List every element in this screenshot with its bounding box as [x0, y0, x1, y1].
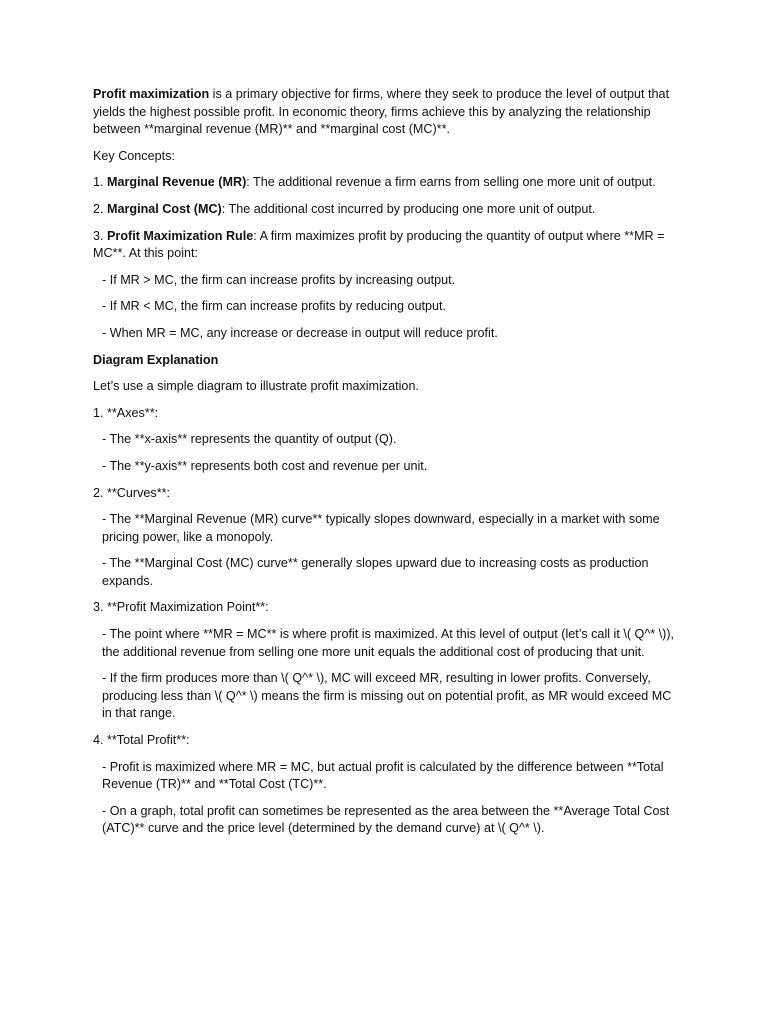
concept-number: 3.: [93, 228, 108, 243]
section-point: - On a graph, total profit can sometimes be represented as the area between the **Average Total Cost (ATC)** curve and the price level (determined by the demand curve) at \( Q^* \).: [102, 803, 670, 836]
concept-text: : The additional cost incurred by producing one more unit of output.: [221, 201, 596, 216]
section-title: 1. **Axes**:: [93, 405, 159, 420]
concept-text: : A firm maximizes profit by producing the quantity of output where **MR = MC**. At this point:: [93, 228, 665, 261]
concept-number: 1.: [93, 175, 108, 190]
section-title: 2. **Curves**:: [93, 485, 170, 500]
diagram-heading-text: Diagram Explanation: [93, 352, 219, 367]
section-point: - The **y-axis** represents both cost and revenue per unit.: [102, 458, 428, 473]
intro-paragraph: [93, 86, 683, 139]
rule-point: - If MR > MC, the firm can increase profits by increasing output.: [102, 272, 456, 287]
section-title: 4. **Total Profit**:: [93, 733, 190, 748]
concept-term: Profit Maximization Rule: [107, 228, 254, 243]
section-point: - Profit is maximized where MR = MC, but actual profit is calculated by the difference between **Total Revenue (TR)** and **Total Cost (TC)**.: [102, 759, 664, 792]
rule-point: - When MR = MC, any increase or decrease in output will reduce profit.: [102, 325, 498, 340]
concept-number: 2.: [93, 201, 108, 216]
diagram-heading: [93, 352, 683, 370]
concept-item: [93, 201, 683, 219]
section-point: - The point where **MR = MC** is where profit is maximized. At this level of output (let’s call it \( Q^* \)), the additional revenue from selling one more unit equals the additional cost of producing that unit.: [102, 627, 675, 659]
intro-term: Profit maximization: [93, 87, 210, 101]
intro-text: is a primary objective for firms, where they seek to produce the level of output that yields the highest possible profit. In economic theory, firms achieve this by analyzing the relationship between **marginal revenue (MR)** and **marginal cost (MC)**.: [93, 87, 670, 137]
section-point: - If the firm produces more than \( Q^* \), MC will exceed MR, resulting in lower profits. Conversely, producing less than \( Q^* \) means the firm is missing out on potential profit, as MR would exceed MC in that range.: [102, 671, 672, 721]
diagram-intro: Let’s use a simple diagram to illustrate profit maximization.: [93, 379, 419, 394]
concept-item: [93, 228, 683, 263]
key-concepts-label: Key Concepts:: [93, 148, 175, 163]
section-point: - The **Marginal Cost (MC) curve** generally slopes upward due to increasing costs as production expands.: [102, 556, 649, 588]
section-point: - The **Marginal Revenue (MR) curve** typically slopes downward, especially in a market with some pricing power, like a monopoly.: [102, 512, 660, 544]
concept-term: Marginal Cost (MC): [107, 201, 222, 216]
section-title: 3. **Profit Maximization Point**:: [93, 600, 269, 615]
document-body: [93, 86, 683, 847]
concept-term: Marginal Revenue (MR): [107, 175, 247, 190]
concept-text: : The additional revenue a firm earns from selling one more unit of output.: [246, 175, 656, 190]
section-point: - The **x-axis** represents the quantity of output (Q).: [102, 432, 397, 447]
concept-item: [93, 174, 683, 192]
rule-point: - If MR < MC, the firm can increase profits by reducing output.: [102, 299, 447, 314]
